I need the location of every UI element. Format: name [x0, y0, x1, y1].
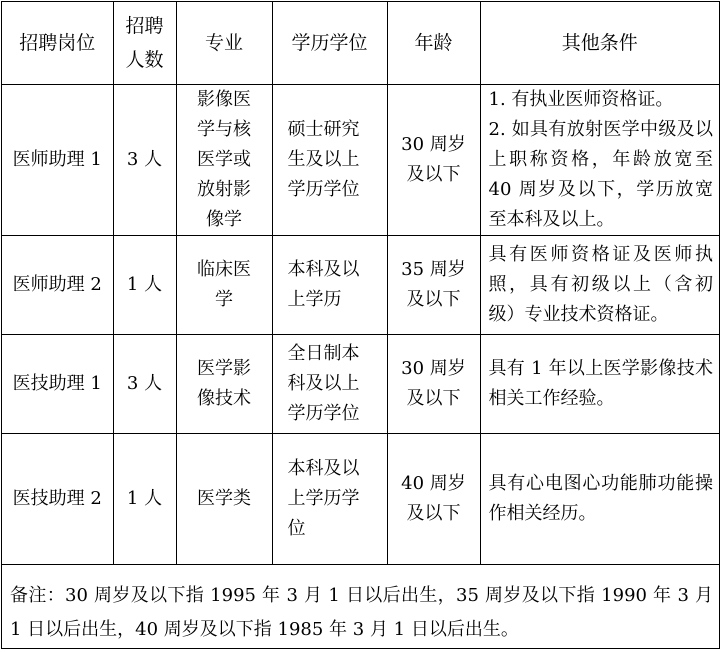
cell-other-line2: 2. 如具有放射医学中级及以上职称资格，年龄放宽至 40 周岁及以下，学历放宽至本科及以上。: [488, 119, 713, 230]
cell-other: [480, 434, 719, 565]
header-count-line1: 招聘: [125, 15, 164, 37]
recruitment-table-document: [1, 1, 720, 649]
cell-major-text: 影像医学与核医学或放射影像学: [197, 89, 251, 230]
cell-major: [176, 335, 272, 434]
header-major: 专业: [176, 2, 272, 85]
cell-major-text: 临床医学: [197, 259, 251, 310]
cell-age: [387, 236, 480, 335]
table-row: [2, 335, 719, 434]
cell-other-line1: 具有 1 年以上医学影像技术相关工作经验。: [488, 358, 713, 409]
cell-position: 医技助理 2: [2, 434, 113, 565]
header-age: 年龄: [387, 2, 480, 85]
cell-position: 医师助理 2: [2, 236, 113, 335]
cell-count: 3 人: [113, 335, 176, 434]
cell-other-line1: 具有心电图心功能肺功能操作相关经历。: [488, 473, 713, 524]
cell-education: [272, 236, 387, 335]
header-count: [113, 2, 176, 85]
cell-other: [480, 236, 719, 335]
recruitment-table: [2, 2, 719, 565]
footnote: 备注：30 周岁及以下指 1995 年 3 月 1 日以后出生，35 周岁及以下指 1990 年 3 月 1 日以后出生，40 周岁及以下指 1985 年 3 月 1 日以后出生。: [10, 585, 713, 640]
header-education: 学历学位: [272, 2, 387, 85]
cell-education: [272, 434, 387, 565]
cell-position: 医师助理 1: [2, 85, 113, 236]
table-row: [2, 85, 719, 236]
cell-position: 医技助理 1: [2, 335, 113, 434]
cell-count: 3 人: [113, 85, 176, 236]
table-row: [2, 434, 719, 565]
cell-age-text: 40 周岁及以下: [401, 473, 466, 524]
cell-age: [387, 85, 480, 236]
table-row: [2, 236, 719, 335]
cell-major-text: 医学类: [197, 488, 251, 509]
cell-education-text: 硕士研究生及以上学历学位: [287, 119, 360, 200]
cell-count: 1 人: [113, 434, 176, 565]
cell-other: [480, 85, 719, 236]
cell-other-line1: 具有医师资格证及医师执照，具有初级以上（含初级）专业技术资格证。: [488, 244, 713, 325]
table-header-row: [2, 2, 719, 85]
cell-education-text: 全日制本科及以上学历学位: [287, 343, 360, 424]
cell-age-text: 35 周岁及以下: [401, 259, 466, 310]
header-count-line2: 人数: [125, 49, 164, 71]
cell-major-text: 医学影像技术: [197, 358, 251, 409]
cell-education: [272, 85, 387, 236]
cell-other-line1: 1. 有执业医师资格证。: [488, 89, 674, 110]
cell-age: [387, 335, 480, 434]
header-other: 其他条件: [480, 2, 719, 85]
cell-count: 1 人: [113, 236, 176, 335]
cell-education: [272, 335, 387, 434]
cell-age: [387, 434, 480, 565]
cell-education-text: 本科及以上学历学位: [287, 458, 360, 539]
cell-other: [480, 335, 719, 434]
cell-education-text: 本科及以上学历: [287, 259, 360, 310]
cell-age-text: 30 周岁及以下: [401, 134, 466, 185]
cell-major: [176, 434, 272, 565]
cell-major: [176, 236, 272, 335]
cell-age-text: 30 周岁及以下: [401, 358, 466, 409]
cell-major: [176, 85, 272, 236]
header-position: 招聘岗位: [2, 2, 113, 85]
